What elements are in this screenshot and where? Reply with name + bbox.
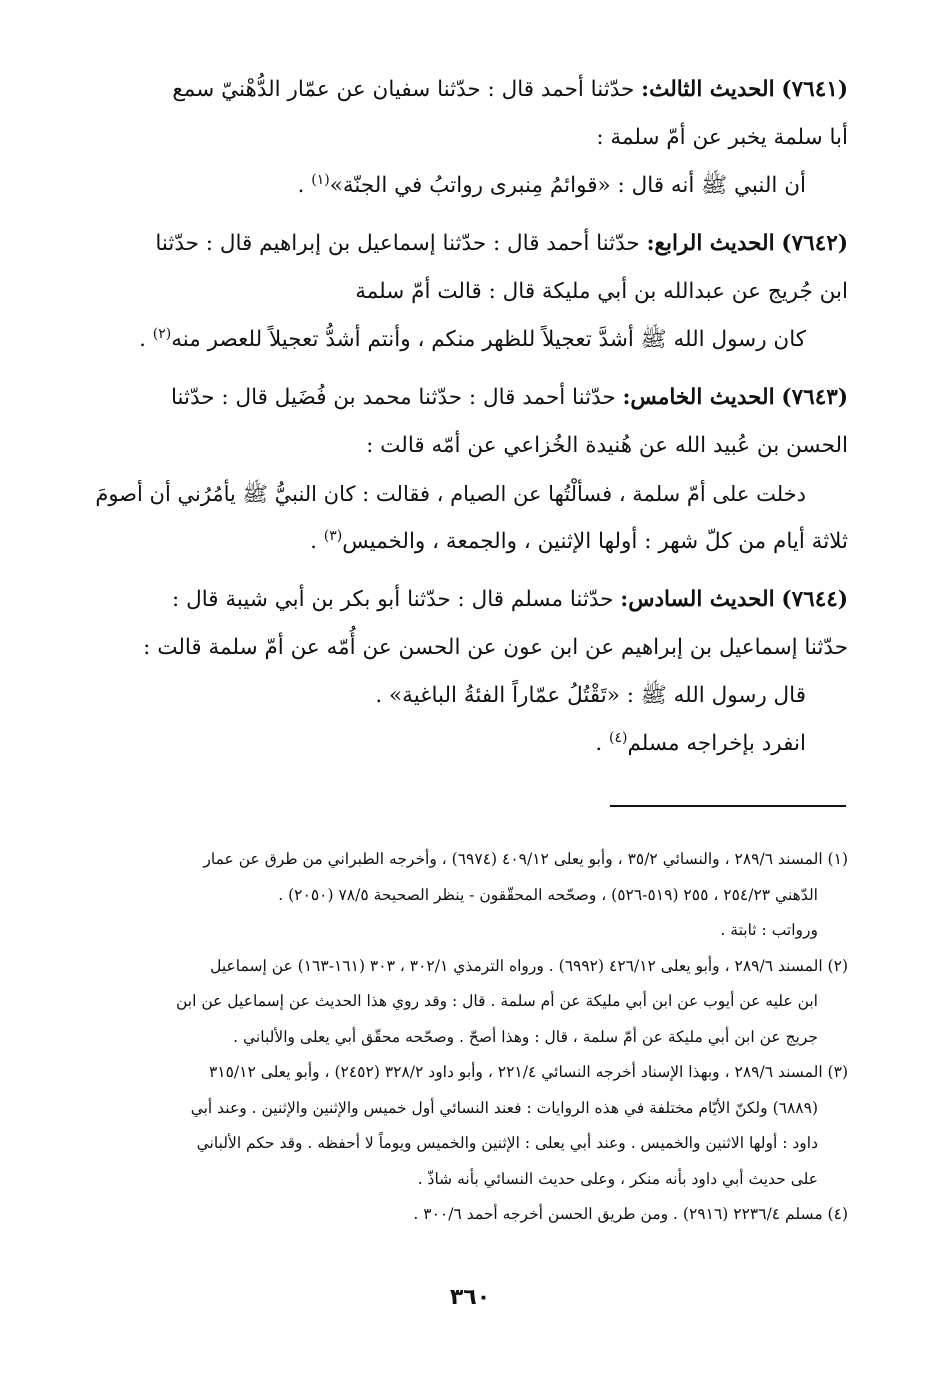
footnote-line: (٣) المسند ٢٨٩/٦ ، وبهذا الإسناد أخرجه النسائي ٢٢١/٤ ، وأبو داود ٣٢٨/٢ (٢٤٥٢) ، وأبو يعلى ٣١٥/١٢ — [208, 1063, 848, 1081]
text-line — [82, 576, 848, 624]
hadith-matn: ثلاثة أيام من كلّ شهر : أولها الإثنين ، والجمعة ، والخميس — [342, 529, 848, 554]
page-number: ٣٦٠ — [449, 1285, 491, 1310]
footnote-line: جريج عن ابن أبي مليكة عن أمّ سلمة ، قال : وهذا أصحّ . وصحّحه محقّق أبي يعلى والألباني . — [233, 1027, 818, 1046]
footnote-line: داود : أولها الاثنين والخميس . وعند أبي يعلى : الإثنين والخميس ويوماً لا أحفظه . وقد حكم الألباني — [196, 1134, 818, 1152]
hadith-7643 — [82, 374, 848, 566]
footnote-reference[interactable]: (٢) — [152, 325, 172, 342]
hadith-number: (٧٦٤١) — [781, 77, 848, 102]
hadith-text: حدّثنا أحمد قال : حدّثنا محمد بن فُضَيل قال : حدّثنا — [170, 385, 616, 410]
text-line — [82, 518, 848, 566]
hadith-matn: أن النبي ﷺ أنه قال : «قوائمُ مِنبرى رواتبُ في الجنّة» — [329, 173, 806, 198]
main-text — [82, 66, 848, 778]
footnote-reference[interactable]: (٣) — [323, 527, 343, 544]
hadith-7642 — [82, 220, 848, 364]
footnote-2 — [82, 949, 848, 1056]
footnote-3 — [82, 1055, 848, 1197]
text-line — [82, 66, 848, 114]
footnote-4 — [82, 1197, 848, 1233]
footnote-reference[interactable]: (٤) — [608, 729, 628, 746]
footnotes — [82, 842, 848, 1233]
footnote-separator — [610, 805, 846, 807]
footnote-line: (٢) المسند ٢٨٩/٦ ، وأبو يعلى ٤٢٦/١٢ (٦٩٩٢) . ورواه الترمذي ٣٠٢/١ ، ٣٠٣ (١٦١-١٦٣) عن إسماعيل — [210, 956, 848, 975]
footnote-line: على حديث أبي داود بأنه منكر ، وعلى حديث النسائي بأنه شاذّ . — [417, 1169, 818, 1188]
text-line: ابن جُريج عن عبدالله بن أبي مليكة قال : قالت أمّ سلمة — [355, 279, 848, 304]
footnote-line: ورواتب : ثابتة . — [720, 921, 818, 939]
hadith-number: (٧٦٤٤) — [781, 587, 848, 612]
line-end: . — [595, 731, 609, 756]
footnote-line: (١) المسند ٢٨٩/٦ ، والنسائي ٣٥/٢ ، وأبو يعلى ٤٠٩/١٢ (٦٩٧٤) ، وأخرجه الطبراني من طرق عن عمار — [203, 850, 848, 868]
hadith-7644 — [82, 576, 848, 768]
footnote-reference[interactable]: (١) — [311, 171, 330, 188]
hadith-text: حدّثنا مسلم قال : حدّثنا أبو بكر بن أبي شيبة قال : — [172, 587, 614, 612]
line-end: . — [139, 327, 153, 352]
hadith-title: الحديث الثالث: — [641, 77, 775, 102]
text-line — [82, 162, 848, 210]
text-line: قال رسول الله ﷺ : «تَقْتُلُ عمّاراً الفئةُ الباغية» . — [375, 683, 806, 708]
hadith-number: (٧٦٤٢) — [781, 231, 848, 256]
text-line: الحسن بن عُبيد الله عن هُنيدة الخُزاعي عن أمّه قالت : — [366, 433, 848, 458]
hadith-title: الحديث السادس: — [620, 587, 775, 612]
hadith-text: حدّثنا أحمد قال : حدّثنا إسماعيل بن إبراهيم قال : حدّثنا — [155, 231, 640, 256]
hadith-title: الحديث الرابع: — [646, 231, 775, 256]
line-end: . — [310, 529, 324, 554]
footnote-line: (٦٨٨٩) ولكنّ الأيّام مختلفة في هذه الروايات : فعند النسائي أول خميس والإثنين والإثنين . وعند أبي — [190, 1098, 818, 1117]
footnote-line: (٤) مسلم ٢٢٣٦/٤ (٢٩١٦) . ومن طريق الحسن أخرجه أحمد ٣٠٠/٦ . — [413, 1205, 848, 1223]
text-line: أبا سلمة يخبر عن أمّ سلمة : — [596, 125, 848, 150]
footnote-line: ابن عليه عن أيوب عن ابن أبي مليكة عن أم سلمة . قال : وقد روي هذا الحديث عن إسماعيل عن ابن — [175, 992, 818, 1010]
hadith-matn: كان رسول الله ﷺ أشدَّ تعجيلاً للظهر منكم ، وأنتم أشدُّ تعجيلاً للعصر منه — [171, 327, 806, 352]
footnote-line: الدّهني ٢٥٤/٢٣ ، ٢٥٥ (٥١٩-٥٢٦) ، وصحّحه المحقّقون - ينظر الصحيحة ٧٨/٥ (٢٠٥٠) . — [278, 885, 818, 904]
text-line — [82, 316, 848, 364]
hadith-number: (٧٦٤٣) — [781, 385, 848, 410]
text-line: حدّثنا إسماعيل بن إبراهيم عن ابن عون عن الحسن عن أُمّه عن أمّ سلمة قالت : — [143, 635, 848, 660]
footnote-1 — [82, 842, 848, 949]
text-line — [82, 220, 848, 268]
text-line: دخلت على أمّ سلمة ، فسألْتُها عن الصيام ، فقالت : كان النبيُّ ﷺ يأمُرُني أن أصومَ — [95, 482, 806, 506]
hadith-7641 — [82, 66, 848, 210]
hadith-text: حدّثنا أحمد قال : حدّثنا سفيان عن عمّار الدُّهْنيّ سمع — [172, 77, 635, 102]
hadith-title: الحديث الخامس: — [622, 385, 775, 410]
text-line — [82, 374, 848, 422]
hadith-matn: انفرد بإخراجه مسلم — [627, 731, 806, 756]
text-line — [82, 720, 848, 768]
line-end: . — [297, 173, 312, 198]
